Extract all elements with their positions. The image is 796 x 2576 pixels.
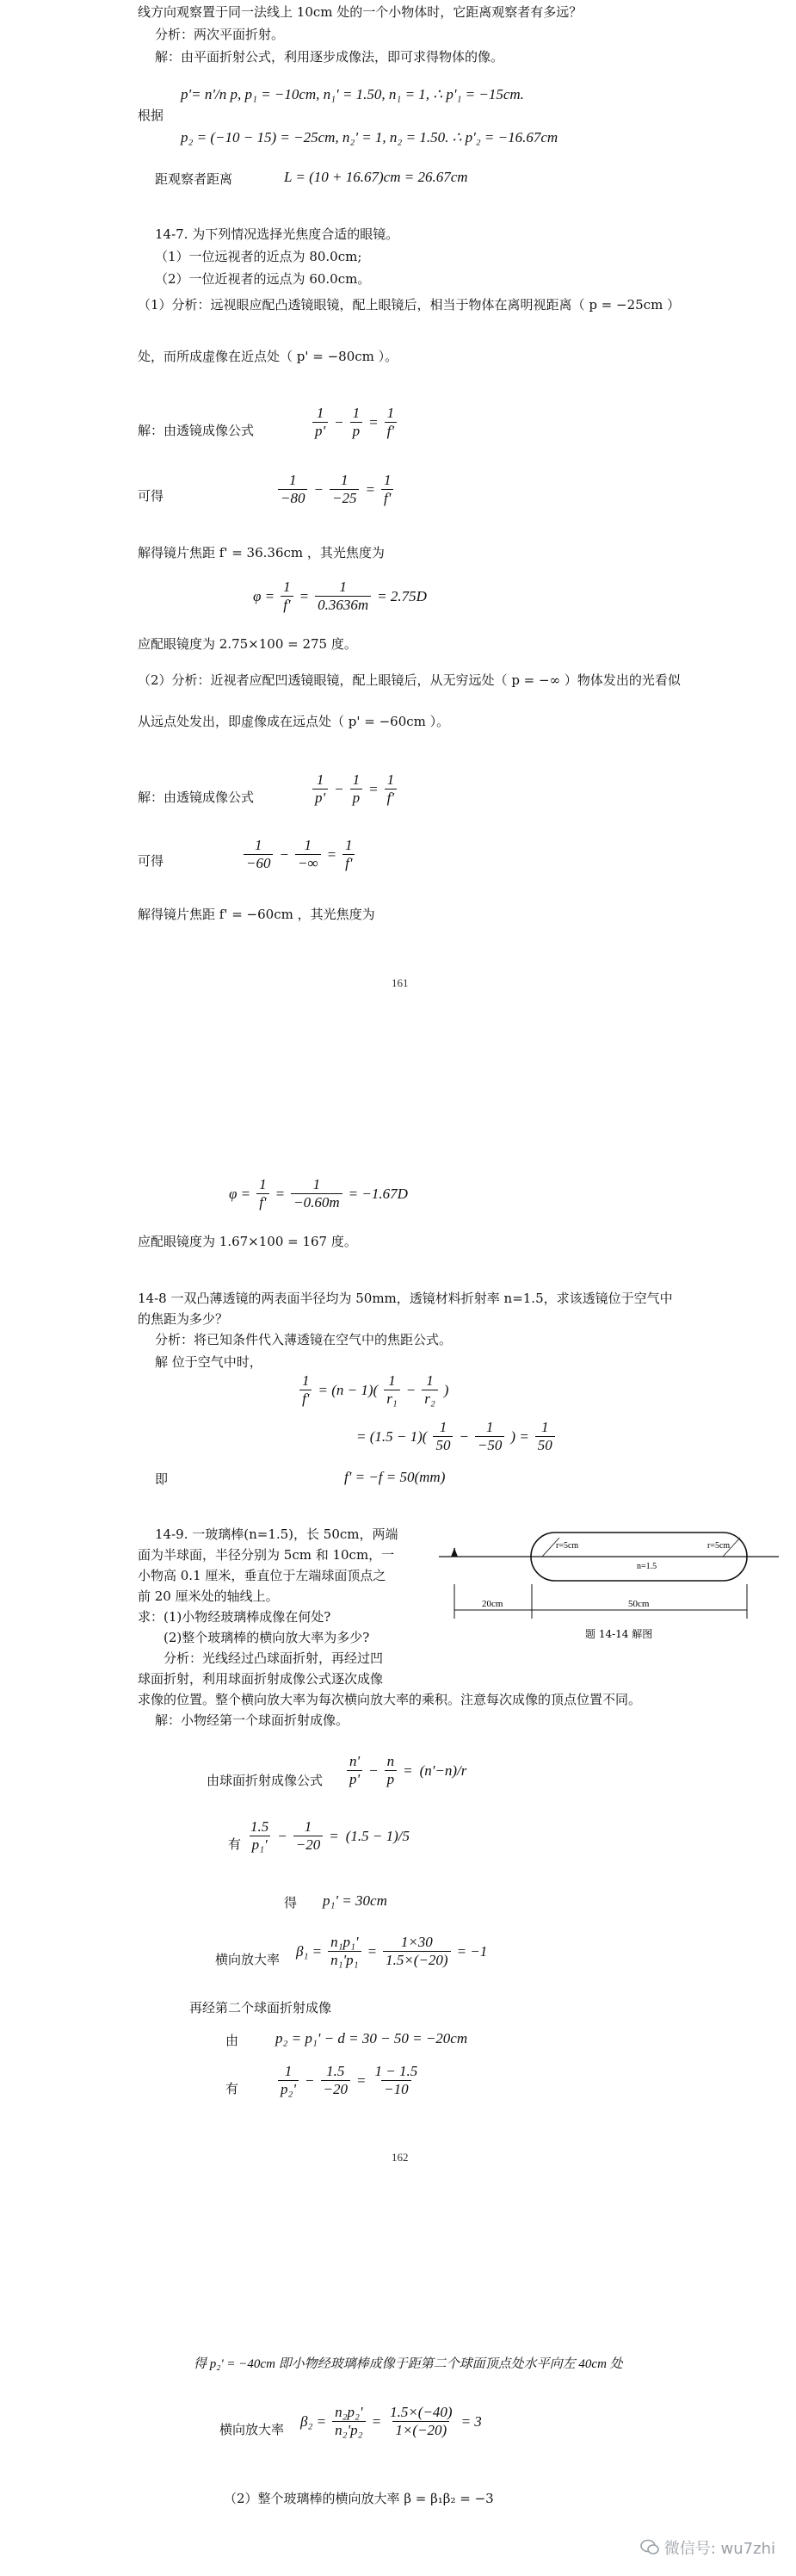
text-line: 解得镜片焦距 f' = −60cm ，其光焦度为 — [138, 907, 375, 922]
formula-term: (1.5 − 1)/5 — [345, 1827, 410, 1844]
text-line: 处，而所成虚像在近点处（ p' = −80cm ）。 — [138, 349, 398, 364]
fraction: $\frac{1}{-60}$ — [244, 837, 273, 872]
formula-term: = — [368, 780, 379, 797]
fraction: $\frac{\text{n₂p₂'}}{\text{n₂'p₂}}$ — [332, 2404, 365, 2439]
fraction: $\frac{1.5\times(-40)}{1\times(-20)}$ — [390, 2404, 453, 2438]
text-line: 有 — [228, 1836, 242, 1852]
text-line: 再经第二个球面折射成像 — [189, 2000, 332, 2016]
text-line: 14-8 一双凸薄透镜的两表面半径均为 50mm，透镜材料折射率 n=1.5，求该透镜位于空气中 — [138, 1291, 673, 1306]
glass-rod-diagram — [439, 1524, 783, 1653]
formula-term: − — [305, 2071, 315, 2089]
formula — [310, 405, 399, 440]
fraction: $\frac{n}{p}$ — [385, 1753, 398, 1788]
fraction: $\frac{1}{f'}$ — [385, 771, 398, 807]
text-line: 解：由平面折射公式，利用逐步成像法，即可求得物体的像。 — [155, 49, 504, 65]
fraction: $\frac{1}{f'}$ — [281, 579, 293, 614]
equation: p₂ = (−10 − 15) = −25cm, n₂' = 1, n₂ = 1.50. ∴ p'₂ = −16.67cm — [181, 129, 558, 146]
text-line: 求像的位置。整个横向放大率为每次横向放大率的乘积。注意每次成像的顶点位置不同。 — [138, 1692, 642, 1707]
fraction: $\frac{1}{-50}$ — [475, 1419, 504, 1454]
fraction: $\frac{1}{\text{p₂'}}$ — [278, 2063, 299, 2098]
fraction: $\frac{1}{p}$ — [350, 405, 363, 440]
formula-term: − — [279, 845, 289, 863]
text-line: 解 位于空气中时， — [155, 1354, 262, 1370]
fraction: $\frac{1}{\text{r₁}}$ — [384, 1372, 400, 1408]
formula-term: − — [277, 1827, 287, 1844]
formula-term: = (1.5 − 1)( — [356, 1427, 428, 1445]
text-line: 解：由透镜成像公式 — [138, 790, 255, 805]
fraction: $\frac{1 - 1.5}{-10}$ — [374, 2063, 418, 2097]
watermark-text: 微信号: wu7zhi — [663, 2540, 775, 2558]
fraction: $\frac{1}{-20}$ — [293, 1818, 323, 1854]
formula-term: = — [403, 1762, 413, 1779]
text-line: 距观察者距离 — [155, 171, 233, 187]
fraction: $\frac{1}{p}$ — [350, 771, 363, 807]
result-line: 得 p₂' = −40cm 即小物经玻璃棒成像于距第二个球面顶点处水平向左 40cm 处 — [194, 2357, 623, 2371]
equation: p'= n'/n p, p₁ = −10cm, n₁' = 1.50, n₁ = 1, ∴ p'₁ = −15cm. — [181, 86, 524, 102]
formula-term: − — [313, 480, 324, 498]
formula-term: φ = — [253, 587, 275, 604]
fraction: $\frac{1}{f'}$ — [256, 1176, 269, 1211]
text-line: 根据 — [138, 108, 164, 123]
text-line: 面为半球面，半径分别为 5cm 和 10cm，一 — [138, 1547, 395, 1563]
text-line: 由球面折射成像公式 — [207, 1773, 324, 1788]
fraction: $\frac{\text{n₁p₁'}}{\text{n₁'p₁}}$ — [328, 1934, 361, 1969]
text-line: （1）分析：远视眼应配凸透镜眼镜，配上眼镜后，相当于物体在离明视距离（ p = −25cm ） — [138, 297, 681, 313]
text-line: 可得 — [138, 488, 164, 504]
text-line: 横向放大率 — [219, 2422, 285, 2437]
index-label: n=1.5 — [637, 1562, 657, 1571]
fraction: $\frac{1.5}{-20}$ — [321, 2063, 350, 2098]
formula — [353, 1419, 558, 1454]
formula — [275, 2063, 423, 2098]
fraction: $\frac{1}{-25}$ — [330, 472, 359, 507]
formula-term: − — [334, 780, 344, 797]
text-line: 可得 — [138, 853, 164, 869]
formula — [275, 472, 396, 507]
text-line: （2）分析：近视者应配凹透镜眼镜，配上眼镜后，从无穷远处（ p = −∞ ）物体发出的光看似 — [138, 672, 681, 688]
fraction: $\frac{1}{f'}$ — [299, 1372, 312, 1408]
formula-term: = — [368, 413, 379, 430]
text-line: 的焦距为多少？ — [138, 1311, 229, 1327]
figure-caption: 题 14-14 解图 — [585, 1628, 653, 1640]
fraction: $\frac{1}{\text{r₂}}$ — [422, 1372, 438, 1408]
formula — [225, 1176, 411, 1211]
text-line: 解：小物经第一个球面折射成像。 — [155, 1712, 349, 1728]
formula-term: = — [371, 2412, 382, 2430]
text-line: 解得镜片焦距 f' = 36.36cm ，其光焦度为 — [138, 545, 385, 560]
formula — [250, 579, 430, 614]
text-line: （2）一位近视者的远点为 60.0cm。 — [155, 271, 371, 287]
equation: f' = −f = 50(mm) — [344, 1469, 446, 1485]
formula-term: = −1 — [456, 1942, 488, 1960]
wechat-watermark — [640, 2536, 775, 2559]
text-line: 小物高 0.1 厘米，垂直位于左端球面顶点之 — [138, 1568, 386, 1583]
page-number: 161 — [392, 976, 409, 989]
text-line: 由 — [225, 2033, 239, 2048]
text-line: 球面折射，利用球面折射成像公式逐次成像 — [138, 1671, 384, 1687]
text-line: （1）一位远视者的近点为 80.0cm; — [155, 249, 362, 264]
text-line: 从远点处发出，即虚像成在远点处（ p' = −60cm ）。 — [138, 714, 450, 729]
formula — [293, 1934, 491, 1969]
wechat-icon — [640, 2539, 659, 2556]
fraction: $\frac{n'}{p'}$ — [347, 1753, 362, 1788]
text-line: 分析：光线经过凸球面折射，再经过凹 — [164, 1650, 384, 1666]
length-label: 50cm — [628, 1599, 650, 1609]
text-line: 线方向观察置于同一法线上 10cm 处的一个小物体时，它距离观察者有多远？ — [138, 4, 583, 20]
text-line: 14-9. 一玻璃棒(n=1.5)，长 50cm，两端 — [155, 1526, 398, 1542]
equation: L = (10 + 16.67)cm = 26.67cm — [284, 169, 468, 185]
text-line: 得 — [284, 1895, 298, 1910]
page-number: 162 — [392, 2151, 409, 2164]
fraction: $\frac{1}{p'}$ — [312, 771, 328, 807]
formula-term: = — [326, 845, 337, 863]
formula-term: φ = — [229, 1185, 251, 1202]
fraction: $\frac{1}{p'}$ — [312, 405, 328, 440]
fraction: $\frac{1\times 30}{1.5\times(-20)}$ — [383, 1934, 451, 1969]
text-line: 14-7. 为下列情况选择光焦度合适的眼镜。 — [155, 226, 399, 242]
formula-term: = — [275, 1185, 286, 1202]
formula — [297, 1372, 452, 1408]
formula-term: ) = — [510, 1427, 529, 1445]
text-line: 应配眼镜度为 2.75×100 = 275 度。 — [138, 636, 357, 652]
fraction: $\frac{1}{f'}$ — [342, 837, 355, 872]
formula — [310, 771, 399, 807]
formula — [245, 1818, 413, 1854]
formula — [344, 1753, 470, 1788]
distance-label: 20cm — [482, 1599, 503, 1609]
formula-term: = −1.67D — [348, 1185, 408, 1202]
formula-term: β₁ = — [296, 1942, 323, 1960]
text-line: 分析：将已知条件代入薄透镜在空气中的焦距公式。 — [155, 1332, 453, 1347]
text-line: 前 20 厘米处的轴线上。 — [138, 1588, 279, 1604]
formula-term: − — [405, 1381, 417, 1398]
fraction: $\frac{1}{-0.60m}$ — [291, 1176, 342, 1211]
formula — [297, 2404, 485, 2439]
equation: p₁' = 30cm — [323, 1892, 387, 1909]
formula-term: = — [365, 480, 375, 498]
fraction: $\frac{1}{50}$ — [433, 1419, 453, 1454]
text-line: 求：(1)小物经玻璃棒成像在何处? — [138, 1609, 331, 1625]
formula-term: = (n − 1)( — [318, 1381, 379, 1398]
text-line: (2)整个玻璃棒的横向放大率为多少? — [164, 1630, 370, 1645]
formula-term: = — [299, 587, 310, 604]
equation: p₂ = p₁' − d = 30 − 50 = −20cm — [275, 2030, 468, 2047]
formula-term: β₂ = — [300, 2412, 327, 2430]
text-line: 横向放大率 — [215, 1952, 281, 1967]
text-line: 解：由透镜成像公式 — [138, 423, 255, 438]
formula-term: = — [329, 1827, 339, 1844]
fraction: $\frac{1}{0.3636m}$ — [315, 579, 371, 614]
left-radius-label: r=5cm — [556, 1541, 579, 1551]
formula-term: = — [367, 1942, 378, 1960]
formula-term: − — [368, 1762, 379, 1779]
fraction: $\frac{1}{50}$ — [535, 1419, 555, 1454]
formula-term: = 2.75D — [377, 587, 427, 604]
formula-term: = 3 — [460, 2412, 482, 2430]
right-radius-label: r=5cm — [707, 1541, 731, 1551]
formula-term: − — [334, 413, 344, 430]
text-line: 有 — [225, 2081, 239, 2096]
fraction: $\frac{1.5}{\text{p₁'}}$ — [250, 1818, 269, 1853]
fraction: $\frac{1}{-\infty}$ — [295, 837, 321, 872]
fraction: $\frac{1}{f'}$ — [381, 472, 394, 507]
formula-term: (n'−n)/r — [419, 1762, 467, 1779]
text-line: （2）整个玻璃棒的横向放大率 β = β₁β₂ = −3 — [224, 2491, 494, 2506]
text-line: 分析：两次平面折射。 — [155, 27, 285, 42]
formula-term: = — [356, 2071, 367, 2089]
text-line: 应配眼镜度为 1.67×100 = 167 度。 — [138, 1234, 357, 1249]
formula-term: ) — [443, 1381, 449, 1398]
formula — [241, 837, 358, 872]
fraction: $\frac{1}{f'}$ — [385, 405, 398, 440]
fraction: $\frac{1}{-80}$ — [278, 472, 307, 507]
text-line: 即 — [155, 1471, 169, 1487]
formula-term: − — [459, 1427, 469, 1445]
